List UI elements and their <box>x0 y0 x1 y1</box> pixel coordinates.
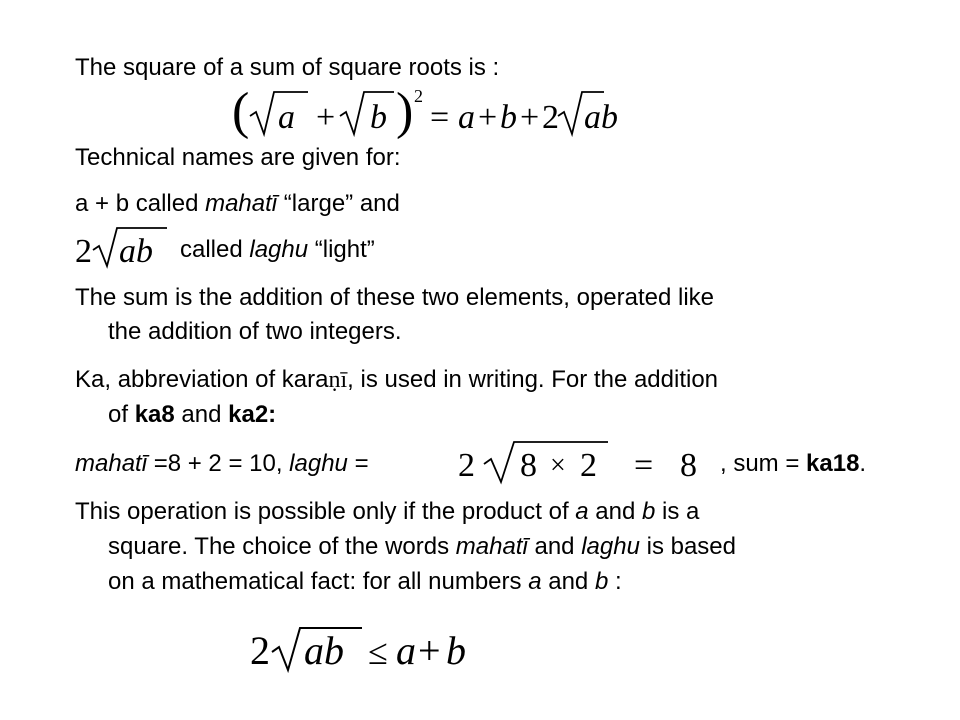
sum-label: , sum = <box>720 450 807 477</box>
plus-sign: + <box>520 99 540 136</box>
technical-names-line: Technical names are given for: <box>75 144 401 171</box>
coef-two: 2 <box>250 628 270 673</box>
intro-line: The square of a sum of square roots is : <box>75 54 500 81</box>
karani-line-2 <box>108 400 276 430</box>
karani-and: and <box>174 401 229 428</box>
condition-line-1 <box>75 497 699 527</box>
laghu-line <box>180 235 375 265</box>
sum-line-2: the addition of two integers. <box>108 318 402 345</box>
laghu-term: laghu <box>249 236 309 263</box>
rhs-a: a <box>458 99 475 136</box>
choice-mahati: mahatī <box>455 533 528 560</box>
formula-inequality <box>250 624 480 676</box>
cond-post: is a <box>655 498 700 525</box>
choice-pre: square. The choice of the words <box>108 533 456 560</box>
karani-post: , is used in writing. For the addition <box>347 366 719 393</box>
cond-var-b: b <box>642 498 656 525</box>
equals-sign: = <box>634 447 654 484</box>
plus-sign: + <box>316 99 336 136</box>
choice-laghu: laghu <box>581 533 640 560</box>
cond-pre: This operation is possible only if the product of <box>75 498 576 525</box>
karani-pre: Ka, abbreviation of kara <box>75 366 329 393</box>
laghu-pre: called <box>180 236 250 263</box>
fact-post: : <box>608 568 622 595</box>
choice-post: is based <box>639 533 736 560</box>
example-mid: =8 + 2 = 10, <box>147 450 290 477</box>
choice-and: and <box>527 533 582 560</box>
laghu-post: “light” <box>308 236 375 263</box>
mahati-line <box>75 189 400 219</box>
coef-two: 2 <box>458 447 475 484</box>
formula-square-of-sum <box>232 83 618 144</box>
var-b: b <box>370 99 387 136</box>
equals-sign: = <box>430 99 450 136</box>
fact-var-b: b <box>594 568 609 595</box>
example-eq: = <box>347 450 369 477</box>
karani-i: ī <box>340 367 348 393</box>
var-a: a <box>396 628 416 673</box>
open-paren: ( <box>232 83 250 140</box>
mahati-post: “large” and <box>277 190 400 217</box>
mahati-term-2: mahatī <box>75 450 148 477</box>
var-a: a <box>278 99 295 136</box>
fact-var-a: a <box>528 568 542 595</box>
sum-result <box>720 449 866 479</box>
rhs-b: b <box>500 99 517 136</box>
plus-sign: + <box>418 628 441 673</box>
exponent: 2 <box>414 86 423 106</box>
laghu-term-2: laghu <box>289 450 348 477</box>
eight-operand: 8 <box>520 447 537 484</box>
karani-line-1 <box>75 365 718 395</box>
close-paren: ) <box>396 83 414 140</box>
result-eight: 8 <box>680 447 697 484</box>
formula-laghu-value <box>458 440 720 484</box>
less-equal-sign: ≤ <box>368 632 388 672</box>
condition-line-3 <box>108 567 622 597</box>
var-b: b <box>446 628 466 673</box>
ka18-term: ka18 <box>806 450 860 477</box>
coef-two: 2 <box>75 233 92 270</box>
ka2-term: ka2: <box>228 401 277 428</box>
sum-line-1: The sum is the addition of these two elements, operated like <box>75 284 715 311</box>
fact-pre: on a mathematical fact: for all numbers <box>108 568 529 595</box>
cond-var-a: a <box>575 498 589 525</box>
coef-two: 2 <box>542 99 559 136</box>
var-ab: ab <box>584 99 618 136</box>
times-sign: × <box>550 450 566 481</box>
fact-and: and <box>541 568 595 595</box>
var-ab: ab <box>119 233 153 270</box>
mahati-pre: a + b called <box>75 190 206 217</box>
formula-two-sqrt-ab <box>75 226 175 272</box>
karani-n: ṇ <box>328 367 341 393</box>
cond-and: and <box>588 498 643 525</box>
plus-sign: + <box>478 99 498 136</box>
ka8-term: ka8 <box>134 401 175 428</box>
var-ab: ab <box>304 628 344 673</box>
sum-end: . <box>859 450 867 477</box>
karani-of: of <box>108 401 135 428</box>
condition-line-2 <box>108 532 736 562</box>
mahati-term: mahatī <box>205 190 278 217</box>
two-operand: 2 <box>580 447 597 484</box>
example-line <box>75 449 369 479</box>
